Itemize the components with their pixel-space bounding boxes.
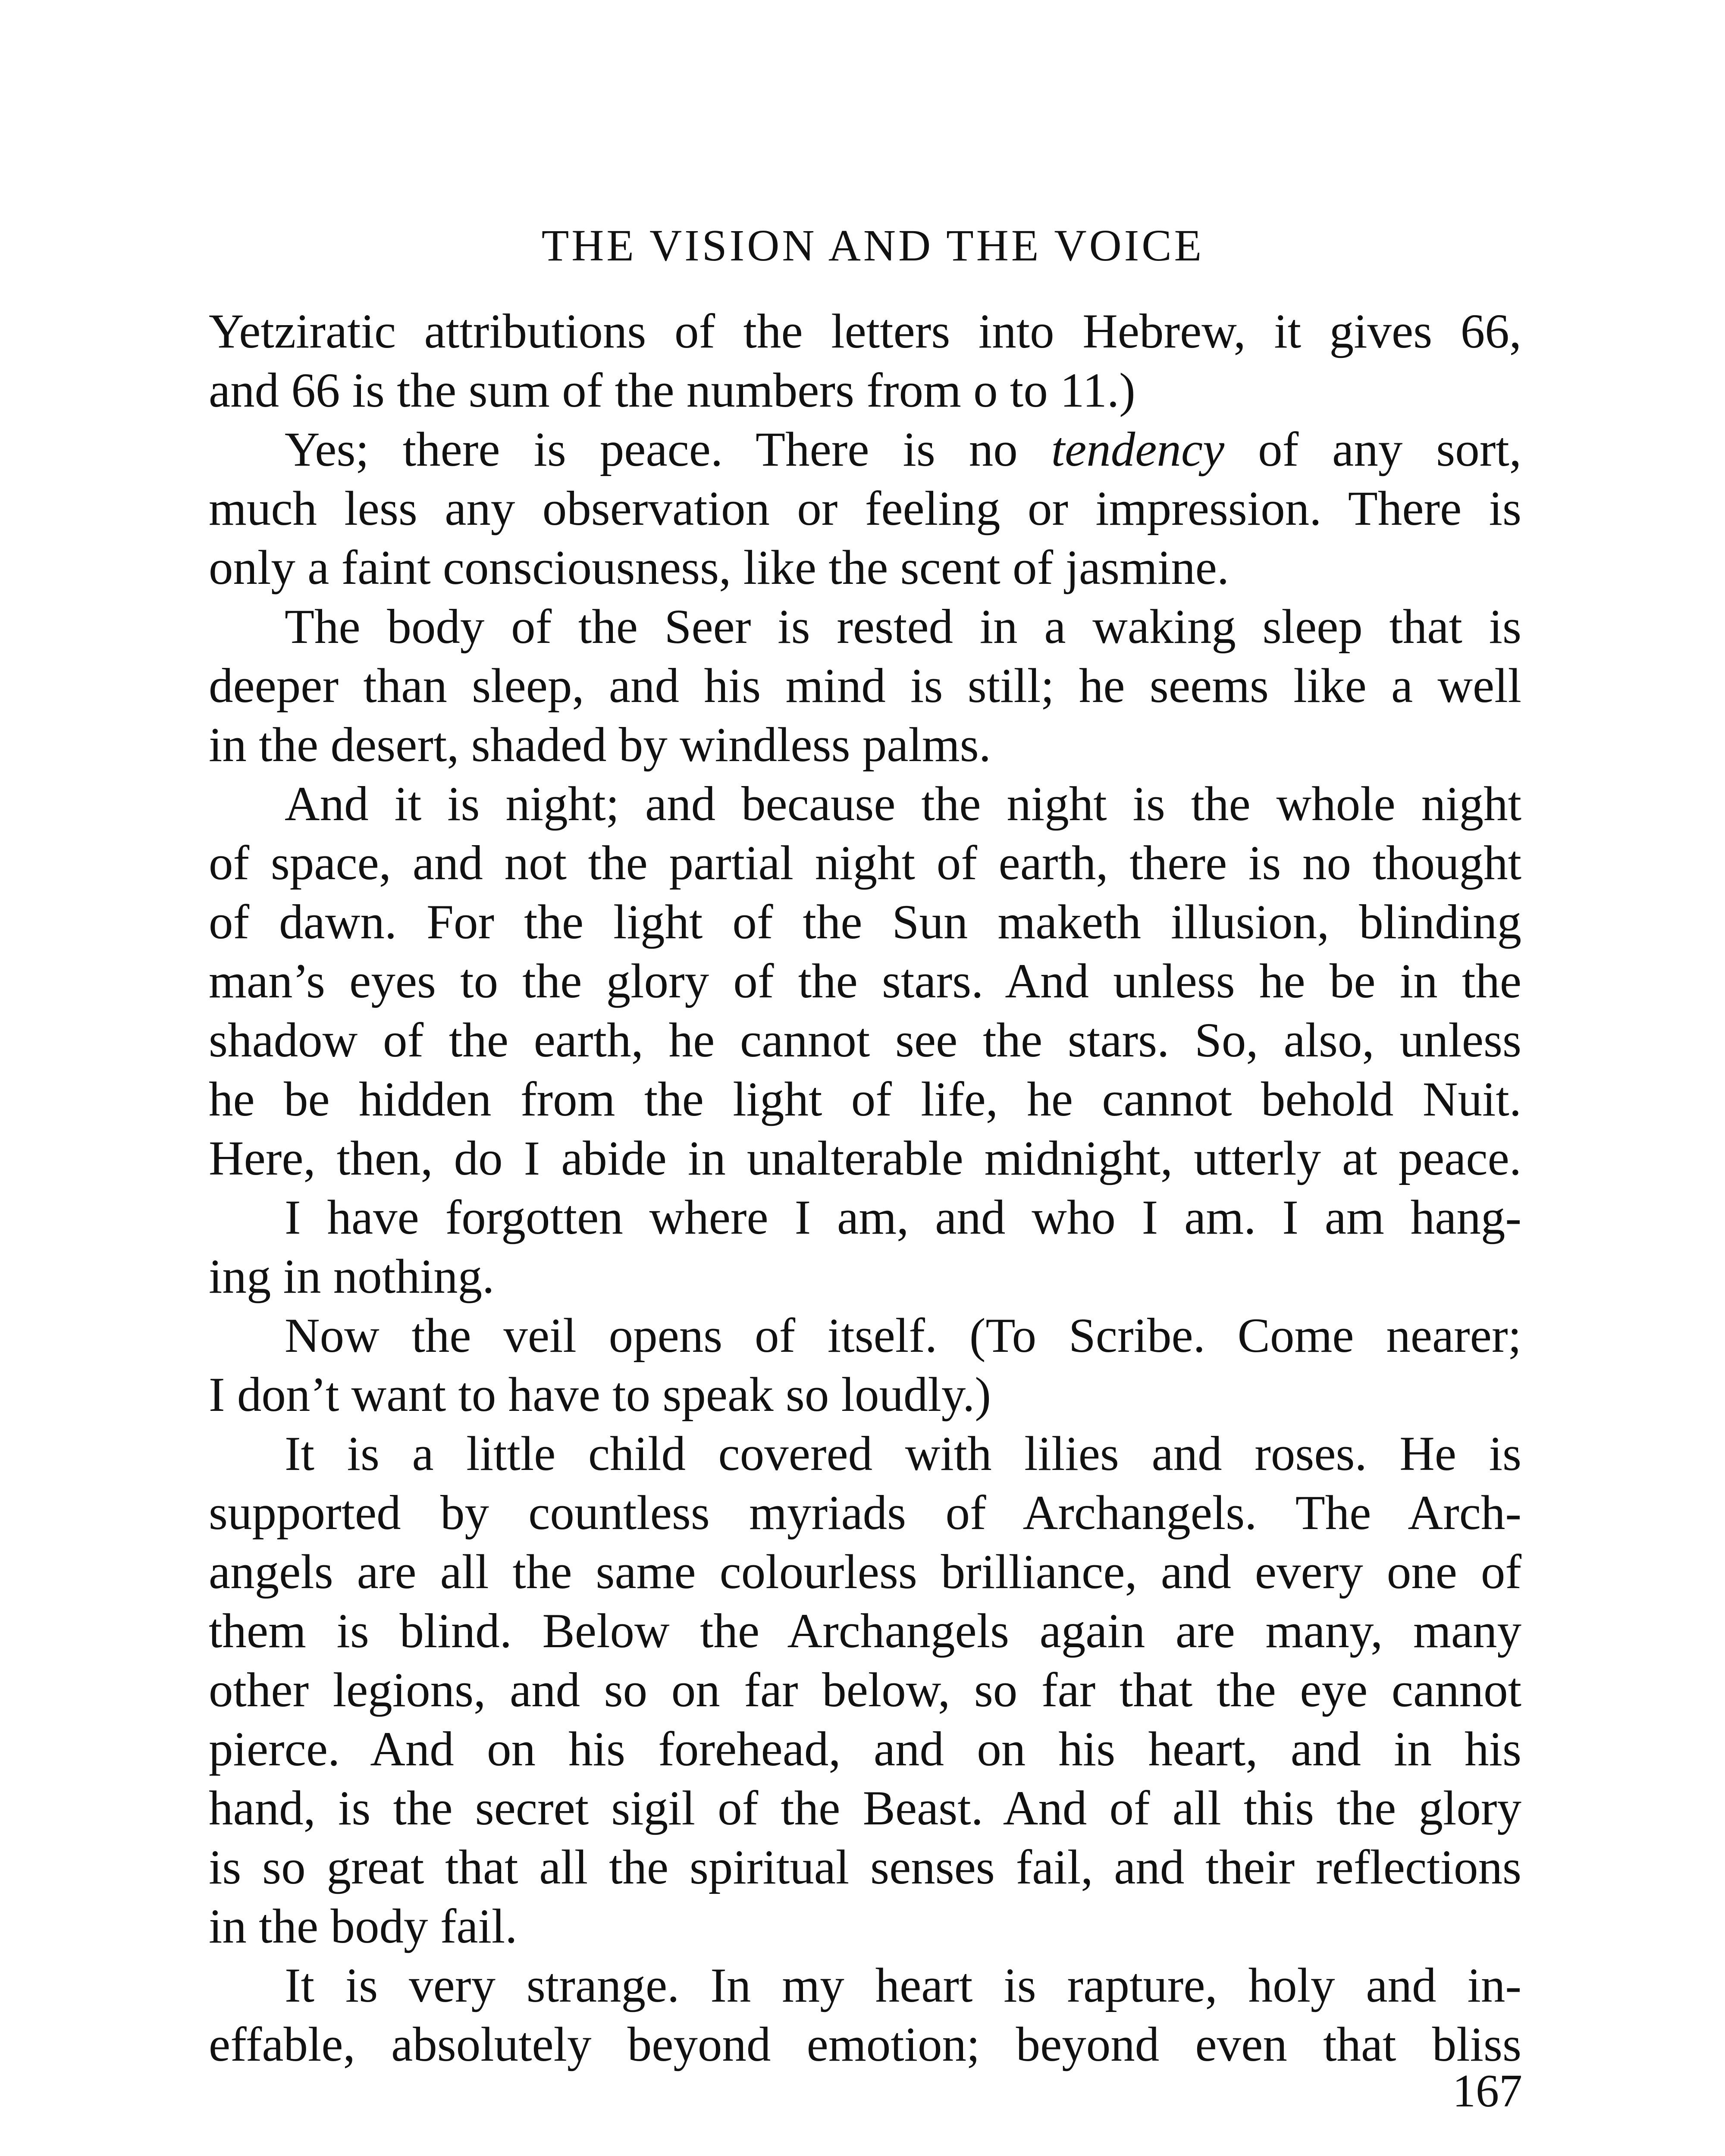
text-line	[209, 479, 1521, 538]
italic-text: tendency	[1051, 423, 1225, 476]
text-segment: of space, and not the partial night of earth, there is no thought	[209, 836, 1521, 890]
text-line	[209, 2015, 1521, 2074]
text-segment: Yetziratic attributions of the letters into Hebrew, it gives 66,	[209, 304, 1521, 358]
text-segment: in the desert, shaded by windless palms.	[209, 718, 991, 772]
text-segment: he be hidden from the light of life, he cannot behold Nuit.	[209, 1072, 1521, 1126]
text-line	[209, 893, 1521, 952]
text-line	[209, 1070, 1521, 1129]
text-segment: them is blind. Below the Archangels again are many, many	[209, 1604, 1521, 1658]
text-segment: in the body fail.	[209, 1899, 518, 1953]
text-line	[209, 1956, 1521, 2015]
text-segment: deeper than sleep, and his mind is still; he seems like a well	[209, 659, 1521, 713]
text-line	[209, 420, 1521, 479]
text-line	[209, 952, 1521, 1011]
text-segment: effable, absolutely beyond emotion; beyond even that bliss	[209, 2018, 1521, 2071]
text-line	[209, 656, 1521, 715]
text-line	[209, 1838, 1521, 1897]
text-segment: is so great that all the spiritual senses fail, and their reflections	[209, 1840, 1521, 1894]
text-segment: Now the veil opens of itself. (To Scribe. Come nearer;	[285, 1309, 1521, 1363]
text-line	[209, 1247, 1521, 1306]
text-line	[209, 1188, 1521, 1247]
text-segment: Here, then, do I abide in unalterable midnight, utterly at peace.	[209, 1131, 1521, 1185]
text-segment: other legions, and so on far below, so far that the eye cannot	[209, 1663, 1521, 1717]
text-line	[209, 1483, 1521, 1542]
body-text	[0, 302, 1725, 2074]
text-segment: and 66 is the sum of the numbers from o to 11.)	[209, 364, 1135, 417]
text-line	[209, 1306, 1521, 1365]
text-segment: hand, is the secret sigil of the Beast. And of all this the glory	[209, 1781, 1521, 1835]
text-line	[209, 1661, 1521, 1720]
text-line	[209, 1542, 1521, 1601]
text-segment: I have forgotten where I am, and who I am. I am hang-	[285, 1191, 1521, 1244]
text-segment: I don’t want to have to speak so loudly.)	[209, 1368, 991, 1422]
text-line	[209, 834, 1521, 893]
text-line	[209, 361, 1521, 420]
text-line	[209, 1365, 1521, 1424]
text-segment: of dawn. For the light of the Sun maketh illusion, blinding	[209, 895, 1521, 949]
text-line	[209, 597, 1521, 656]
text-segment: only a faint consciousness, like the scent of jasmine.	[209, 541, 1229, 595]
text-segment: The body of the Seer is rested in a waking sleep that is	[285, 600, 1521, 654]
text-segment: And it is night; and because the night is the whole night	[285, 777, 1521, 831]
text-segment: ing in nothing.	[209, 1250, 495, 1304]
running-head: THE VISION AND THE VOICE	[541, 221, 1204, 270]
text-segment: of any sort,	[1224, 423, 1521, 476]
text-segment: Yes; there is peace. There is no	[285, 423, 1051, 476]
page-number: 167	[1452, 2065, 1522, 2117]
text-line	[209, 538, 1521, 597]
text-line	[209, 1897, 1521, 1956]
text-line	[209, 1129, 1521, 1188]
text-line	[209, 1011, 1521, 1070]
text-segment: supported by countless myriads of Archangels. The Arch-	[209, 1486, 1521, 1540]
text-line	[209, 774, 1521, 834]
text-segment: shadow of the earth, he cannot see the stars. So, also, unless	[209, 1013, 1521, 1067]
text-segment: man’s eyes to the glory of the stars. And unless he be in the	[209, 954, 1521, 1008]
text-line	[209, 715, 1521, 774]
text-line	[209, 302, 1521, 361]
text-line	[209, 1720, 1521, 1779]
text-segment: angels are all the same colourless brilliance, and every one of	[209, 1545, 1521, 1599]
text-line	[209, 1424, 1521, 1483]
text-segment: much less any observation or feeling or impression. There is	[209, 482, 1521, 536]
text-line	[209, 1601, 1521, 1661]
text-segment: It is a little child covered with lilies and roses. He is	[285, 1427, 1521, 1481]
text-segment: pierce. And on his forehead, and on his heart, and in his	[209, 1722, 1521, 1776]
text-line	[209, 1779, 1521, 1838]
text-segment: It is very strange. In my heart is rapture, holy and in-	[285, 1959, 1521, 2012]
